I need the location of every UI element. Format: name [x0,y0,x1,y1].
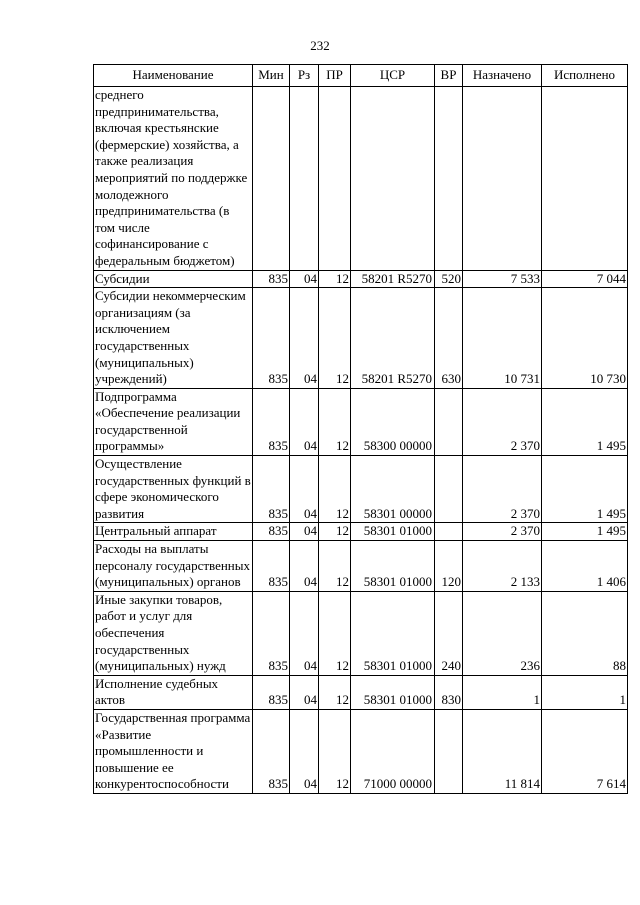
cell-min: 835 [253,288,290,389]
header-name: Наименование [94,65,253,87]
cell-csr: 58201 R5270 [351,288,435,389]
cell-executed: 1 406 [542,541,628,592]
cell-csr: 58301 00000 [351,456,435,523]
cell-rz: 04 [290,675,319,709]
cell-csr: 58300 00000 [351,388,435,455]
cell-min: 835 [253,523,290,541]
cell-csr: 58301 01000 [351,591,435,675]
cell-vr: 240 [435,591,463,675]
cell-assigned: 2 370 [463,388,542,455]
cell-csr: 58301 01000 [351,675,435,709]
table-row [94,87,628,271]
cell-rz: 04 [290,456,319,523]
cell-pr: 12 [319,288,351,389]
cell-min: 835 [253,270,290,288]
cell-assigned: 2 370 [463,523,542,541]
cell-rz [290,87,319,271]
cell-executed [542,87,628,271]
cell-executed: 1 [542,675,628,709]
cell-assigned: 2 133 [463,541,542,592]
header-csr: ЦСР [351,65,435,87]
cell-name: Исполнение судебных актов [94,675,253,709]
cell-vr: 120 [435,541,463,592]
cell-min: 835 [253,709,290,793]
cell-csr: 71000 00000 [351,709,435,793]
cell-rz: 04 [290,288,319,389]
cell-executed: 1 495 [542,388,628,455]
table-row [94,456,628,523]
cell-assigned: 2 370 [463,456,542,523]
cell-rz: 04 [290,541,319,592]
table-row [94,709,628,793]
cell-vr: 520 [435,270,463,288]
cell-rz: 04 [290,709,319,793]
cell-csr: 58301 01000 [351,523,435,541]
cell-vr: 630 [435,288,463,389]
table-row [94,541,628,592]
cell-pr: 12 [319,270,351,288]
cell-executed: 7 044 [542,270,628,288]
cell-vr [435,709,463,793]
table-row [94,388,628,455]
cell-rz: 04 [290,270,319,288]
cell-min: 835 [253,541,290,592]
cell-assigned: 7 533 [463,270,542,288]
cell-executed: 1 495 [542,523,628,541]
header-vr: ВР [435,65,463,87]
cell-executed: 88 [542,591,628,675]
cell-vr [435,456,463,523]
header-assigned: Назначено [463,65,542,87]
cell-pr: 12 [319,541,351,592]
table-row [94,288,628,389]
cell-executed: 10 730 [542,288,628,389]
cell-assigned: 10 731 [463,288,542,389]
cell-vr [435,388,463,455]
cell-csr: 58301 01000 [351,541,435,592]
cell-name: Иные закупки товаров, работ и услуг для обеспечения государственных (муниципальных) нужд [94,591,253,675]
cell-rz: 04 [290,388,319,455]
cell-csr [351,87,435,271]
cell-pr [319,87,351,271]
cell-assigned: 1 [463,675,542,709]
page-number: 232 [310,38,330,53]
cell-vr [435,523,463,541]
cell-rz: 04 [290,523,319,541]
cell-min: 835 [253,388,290,455]
cell-min: 835 [253,591,290,675]
cell-executed: 1 495 [542,456,628,523]
cell-pr: 12 [319,709,351,793]
table-row [94,675,628,709]
cell-pr: 12 [319,523,351,541]
budget-table [93,64,628,794]
cell-pr: 12 [319,591,351,675]
cell-rz: 04 [290,591,319,675]
table-row [94,270,628,288]
cell-assigned: 11 814 [463,709,542,793]
cell-name: Осуществление государственных функций в сфере экономического развития [94,456,253,523]
header-min: Мин [253,65,290,87]
cell-vr: 830 [435,675,463,709]
cell-min [253,87,290,271]
cell-min: 835 [253,675,290,709]
header-rz: Рз [290,65,319,87]
cell-pr: 12 [319,456,351,523]
cell-name: Субсидии [94,270,253,288]
cell-name: среднего предпринимательства, включая крестьянские (фермерские) хозяйства, а также реализация мероприятий по поддержке молодежного предпринимательства (в том числе софинансирование с федеральным бюджетом) [94,87,253,271]
cell-executed: 7 614 [542,709,628,793]
cell-name: Субсидии некоммерческим организациям (за исключением государственных (муниципальных) учреждений) [94,288,253,389]
cell-csr: 58201 R5270 [351,270,435,288]
cell-name: Подпрограмма «Обеспечение реализации государственной программы» [94,388,253,455]
table-header-row [94,65,628,87]
table-row [94,523,628,541]
table-row [94,591,628,675]
header-pr: ПР [319,65,351,87]
cell-min: 835 [253,456,290,523]
cell-name: Расходы на выплаты персоналу государственных (муниципальных) органов [94,541,253,592]
cell-assigned [463,87,542,271]
cell-name: Центральный аппарат [94,523,253,541]
cell-vr [435,87,463,271]
cell-name: Государственная программа «Развитие промышленности и повышение ее конкурентоспособности [94,709,253,793]
cell-assigned: 236 [463,591,542,675]
header-executed: Исполнено [542,65,628,87]
cell-pr: 12 [319,675,351,709]
cell-pr: 12 [319,388,351,455]
